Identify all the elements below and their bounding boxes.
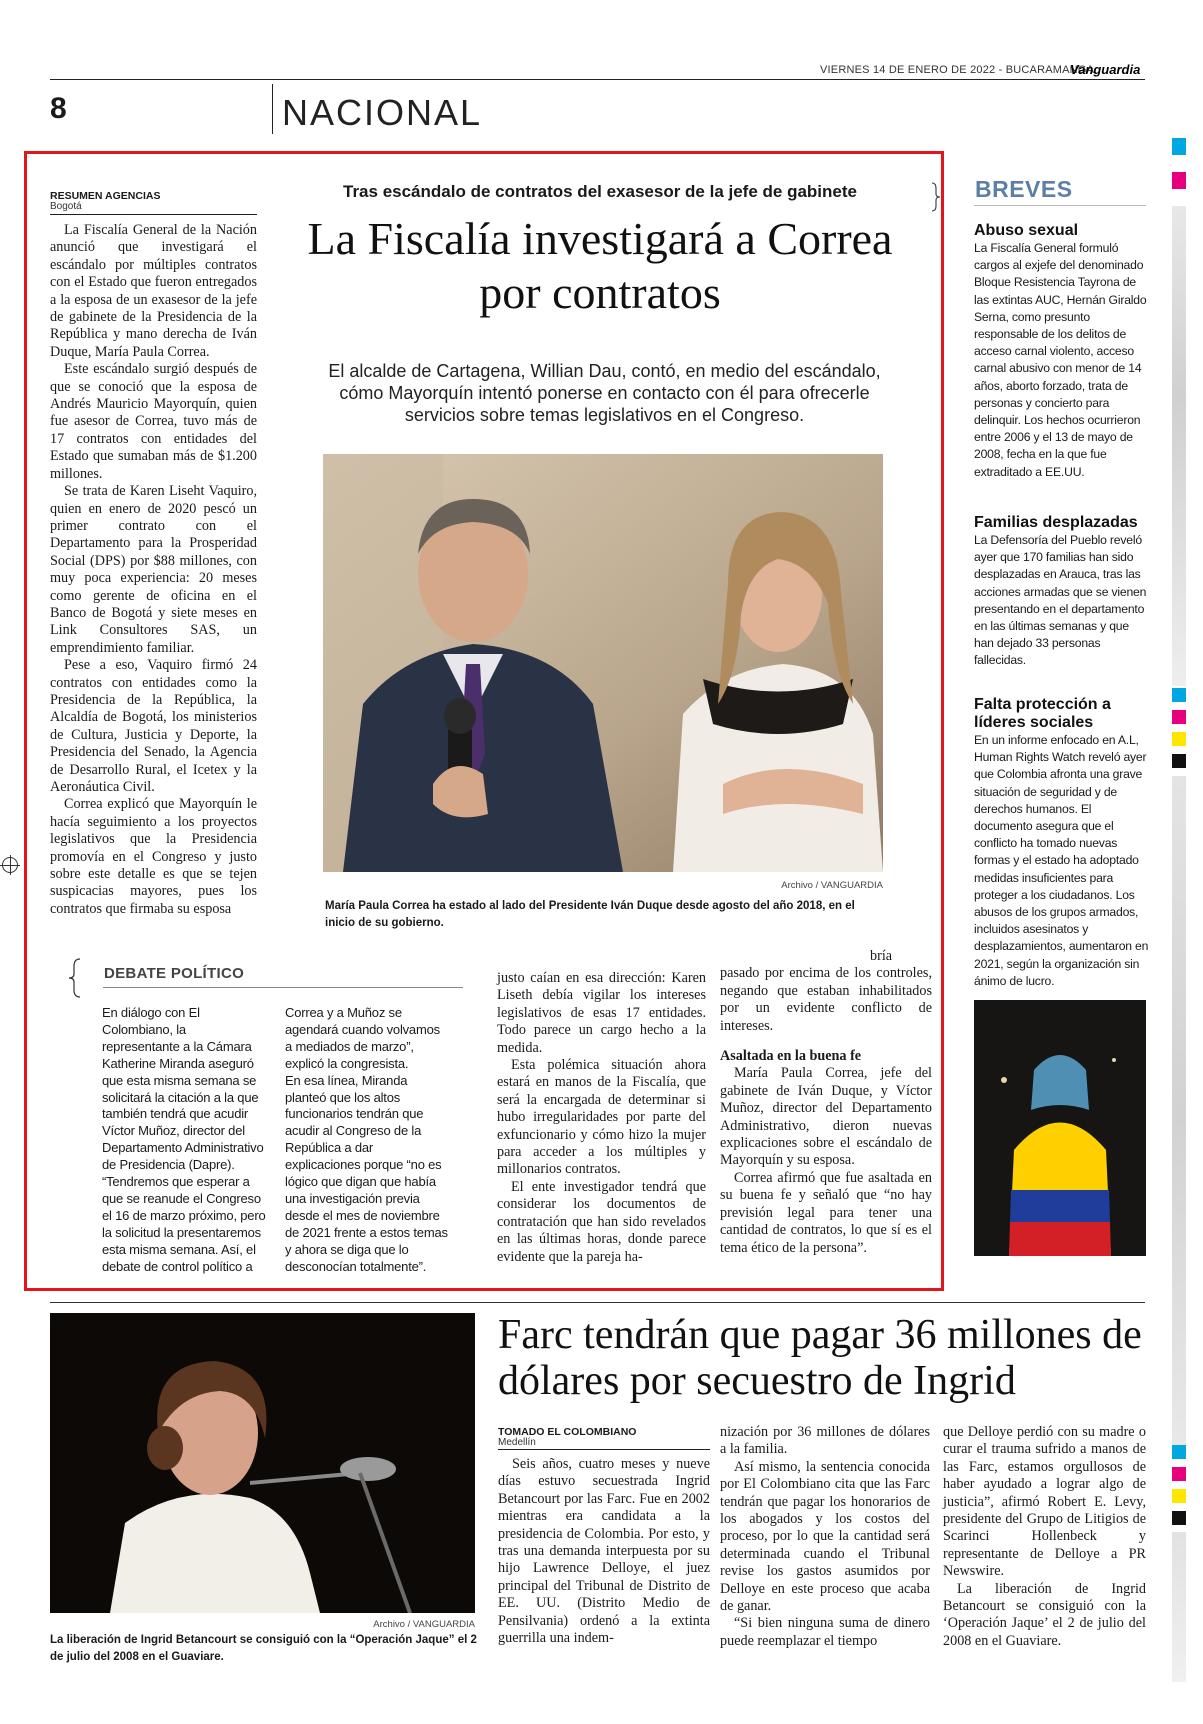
debate-column-2: [285, 1005, 449, 1276]
paragraph: Correa y a Muñoz se agendará cuando volvamos a mediados de marzo”, explicó la congresista.: [285, 1005, 440, 1071]
paragraph: “Si bien ninguna suma de dinero puede reemplazar el tiempo: [720, 1615, 930, 1649]
paragraph: En esa línea, Miranda planteó que los altos funcionarios tendrán que acudir al Congreso de la República a dar explicaciones porque “no es lógico que digan que había una investigación previa desde el mes de noviembre de 2021 frente a estos temas y ahora se diga que lo desconocían totalmente”.: [285, 1072, 448, 1274]
paragraph: Correa explicó que Mayorquín le hacía seguimiento a los proyectos legislativos que la Presidencia promovía en el Congreso y justo sobre este detalle es que se tejen suspicacias mayores, pues los contratos que firmaba su esposa: [50, 796, 257, 917]
byline-rule: [50, 214, 257, 215]
paragraph: Esta polémica situación ahora estará en manos de la Fiscalía, que será la encargada de determinar si hubo irregularidades por parte del exfuncionario y cómo hizo la mujer para acceder a los múltiples y millonarios contratos.: [497, 1057, 706, 1178]
paragraph: “Tendremos que esperar a que se reanude el Congreso el 16 de marzo próximo, pero la solicitud la presentaremos esta misma semana. Así, el debate de control político a: [102, 1174, 266, 1274]
debate-title: DEBATE POLÍTICO: [104, 965, 245, 982]
photo-illustration: [50, 1313, 475, 1613]
story-column-1: [498, 1456, 710, 1647]
paragraph: Se trata de Karen Liseht Vaquiro, quien en enero de 2020 pescó un primer contrato con el Departamento para la Prosperidad Social (DPS) por $88 millones, con muy poca experiencia: 20 meses como gerente de oficina en el Banco de Bogotá y siete meses en Link Consultores SAS, un emprendimiento familiar.: [50, 483, 257, 656]
paragraph: María Paula Correa, jefe del gabinete de Iván Duque, y Víctor Muñoz, director del Departamento Administrativo, dieron nuevas explicaciones sobre el escándalo de Mayorquín y su esposa.: [720, 1065, 932, 1169]
gray-scale-bar-3: [1172, 1532, 1186, 1682]
header-rule: [50, 79, 1145, 80]
photo-caption: María Paula Correa ha estado al lado del Presidente Iván Duque desde agosto del año 2018, en el inicio de su gobierno.: [325, 900, 855, 929]
article-column-left: [50, 222, 257, 918]
brief-heading: Familias desplazadas: [974, 514, 1138, 531]
second-headline: Farc tendrán que pagar 36 millones de dólares por secuestro de Ingrid: [498, 1312, 1142, 1404]
kicker: Tras escándalo de contratos del exasesor de la jefe de gabinete: [343, 182, 857, 201]
byline-source: TOMADO EL COLOMBIANO: [498, 1426, 637, 1438]
brief-item: [974, 222, 1149, 481]
paragraph: El ente investigador tendrá que considerar los documentos de contratación que han sido revelados en las últimas horas, donde parece evidente que la pareja ha-: [497, 1178, 706, 1265]
brand-logo: Vanguardia: [1070, 62, 1141, 77]
article-photo: [323, 454, 883, 872]
debate-column-1: [102, 1005, 266, 1276]
breves-rule: [974, 205, 1146, 206]
article-column-middle: [497, 970, 706, 1266]
section-rule: [50, 1302, 1145, 1303]
photo-caption: La liberación de Ingrid Betancourt se consiguió con la “Operación Jaque” el 2 de julio del 2008 en el Guaviare.: [50, 1634, 477, 1663]
debate-rule: [103, 987, 463, 988]
story-photo: [50, 1313, 475, 1613]
paragraph: bría pasado por encima de los controles, negando que estaban inhabilitados por un evidente conflicto de intereses.: [720, 948, 932, 1034]
byline-rule: [498, 1449, 710, 1450]
story-column-3: [943, 1424, 1146, 1650]
paragraph: Seis años, cuatro meses y nueve días estuvo secuestrada Ingrid Betancourt por las Farc. Fue en 2002 mientras era candidata a la presidencia de Colombia. Por esto, y tras una demanda interpuesta por su hijo Lawrence Delloye, el juez principal del Tribunal de Distrito de EE. UU. (Distrito Medio de Pensilvania) ordenó a la extinta guerrilla una indem-: [498, 1456, 710, 1647]
breves-title: BREVES: [975, 176, 1073, 202]
paragraph: La Fiscalía General de la Nación anunció que investigará el escándalo por múltiples contratos con el Estado que fueron entregados a la esposa de un exasesor de la jefe de gabinete de la Presidencia de la República y mano derecha de Iván Duque, María Paula Correa.: [50, 222, 257, 360]
photo-credit: Archivo / VANGUARDIA: [781, 880, 883, 891]
deck: El alcalde de Cartagena, Willian Dau, contó, en medio del escándalo, cómo Mayorquín intentó ponerse en contacto con él para ofrecerle servicios sobre temas legislativos en el Congreso.: [328, 361, 881, 425]
gray-scale-bar-2: [1172, 776, 1186, 1456]
section-title: NACIONAL: [282, 92, 483, 133]
headline: La Fiscalía investigará a Correa por contratos: [307, 213, 893, 318]
brief-heading: Falta protección a líderes sociales: [974, 696, 1111, 731]
article-column-right: [720, 948, 932, 1257]
byline-location: Medellín: [498, 1437, 536, 1448]
header-divider: [272, 84, 273, 134]
story-column-2: [720, 1424, 930, 1650]
brief-text: La Fiscalía General formuló cargos al exjefe del denominado Bloque Resistencia Tayrona de las extintas AUC, Hernán Giraldo Serna, como presunto responsable de los delitos de acceso carnal violento, acceso carnal abusivo con menor de 14 años, aborto forzado, trata de personas y concierto para delinquir. Los hechos ocurrieron entre 2006 y el 13 de mayo de 2008, fecha en la que fue extraditado a EE.UU.: [974, 241, 1147, 479]
brief-item: [974, 514, 1149, 670]
subheading: Asaltada en la buena fe: [720, 1048, 862, 1065]
brace-icon: [68, 958, 82, 998]
brief-item: [974, 696, 1149, 990]
gray-scale-bar: [1172, 206, 1186, 686]
registration-mark: [2, 857, 18, 873]
page-number: 8: [50, 92, 67, 125]
photo-credit: Archivo / VANGUARDIA: [373, 1619, 475, 1630]
paragraph: nización por 36 millones de dólares a la familia.: [720, 1424, 930, 1458]
photo-illustration: [974, 1000, 1146, 1256]
paragraph: justo caían en esa dirección: Karen Liseth debía vigilar los intereses legislativos de esas 17 entidades. Todo parece un cargo hecho a la medida.: [497, 970, 706, 1056]
brief-heading: Abuso sexual: [974, 222, 1079, 239]
color-bar-mid: [1172, 688, 1186, 774]
byline-source: RESUMEN AGENCIAS: [50, 190, 161, 202]
byline-location: Bogotá: [50, 201, 82, 212]
brace-icon: [930, 182, 942, 212]
paragraph: La liberación de Ingrid Betancourt se consiguió con la ‘Operación Jaque’ el 2 de julio del 2008 en el Guaviare.: [943, 1580, 1146, 1649]
brief-text: La Defensoría del Pueblo reveló ayer que 170 familias han sido desplazadas en Arauca, tras las acciones armadas que se vienen presentando en el departamento en las últimas semanas y que han dejado 33 personas fallecidas.: [974, 533, 1147, 668]
paragraph: En diálogo con El Colombiano, la representante a la Cámara Katherine Miranda aseguró que esta misma semana se solicitará la citación a la que también tendrá que acudir Víctor Muñoz, director del Departamento Administrativo de Presidencia (Dapre).: [102, 1005, 264, 1173]
photo-illustration: [323, 454, 883, 872]
dateline: VIERNES 14 DE ENERO DE 2022 - BUCARAMANGA: [820, 64, 1095, 76]
breves-photo: [974, 1000, 1146, 1256]
paragraph: que Delloye perdió con su madre o curar el trauma sufrido a manos de las Farc, estamos orgullosos de haber ayudado a lograr algo de justicia”, afirmó Robert E. Levy, presidente del Grupo de Litigios de Scarinci Hollenbeck y representante de Delloye a PR Newswire.: [943, 1424, 1146, 1580]
brief-text: En un informe enfocado en A.L, Human Rights Watch reveló ayer que Colombia afronta una grave situación de seguridad y de derechos humanos. El documento asegura que el conflicto ha tomado nuevas formas y el estado ha adoptado medidas insuficientes para proteger a los ciudadanos. Los abusos de los grupos armados, incluidos asesinatos y desplazamientos, aumentaron en 2021, según la organización sin ánimo de lucro.: [974, 733, 1149, 988]
paragraph: Este escándalo surgió después de que se conoció que la esposa de Andrés Mauricio Mayorquín, quien fue asesor de Correa, tuvo más de 17 contratos con entidades del Estado que sumaban más de $1.200 millones.: [50, 361, 257, 482]
paragraph: Pese a eso, Vaquiro firmó 24 contratos con entidades como la Presidencia de la República, la Alcaldía de Bogotá, los ministerios de Cultura, Justicia y Deporte, la Presidencia del Senado, la Agencia de Desarrollo Rural, el Icetex y la Aeronáutica Civil.: [50, 657, 257, 795]
paragraph: Correa afirmó que fue asaltada en su buena fe y señaló que “no hay previsión legal para tener una cantidad de contratos, lo que sí es el tema ético de la persona”.: [720, 1169, 932, 1256]
color-bar-bottom: [1172, 1445, 1186, 1531]
paragraph: Así mismo, la sentencia conocida por El Colombiano cita que las Farc tendrán que pagar los honorarios de los abogados y los costos del proceso, por lo que la cantidad será determinada cuando el Tribunal revise los gastos asumidos por Delloye en este proceso que acaba de ganar.: [720, 1458, 930, 1615]
